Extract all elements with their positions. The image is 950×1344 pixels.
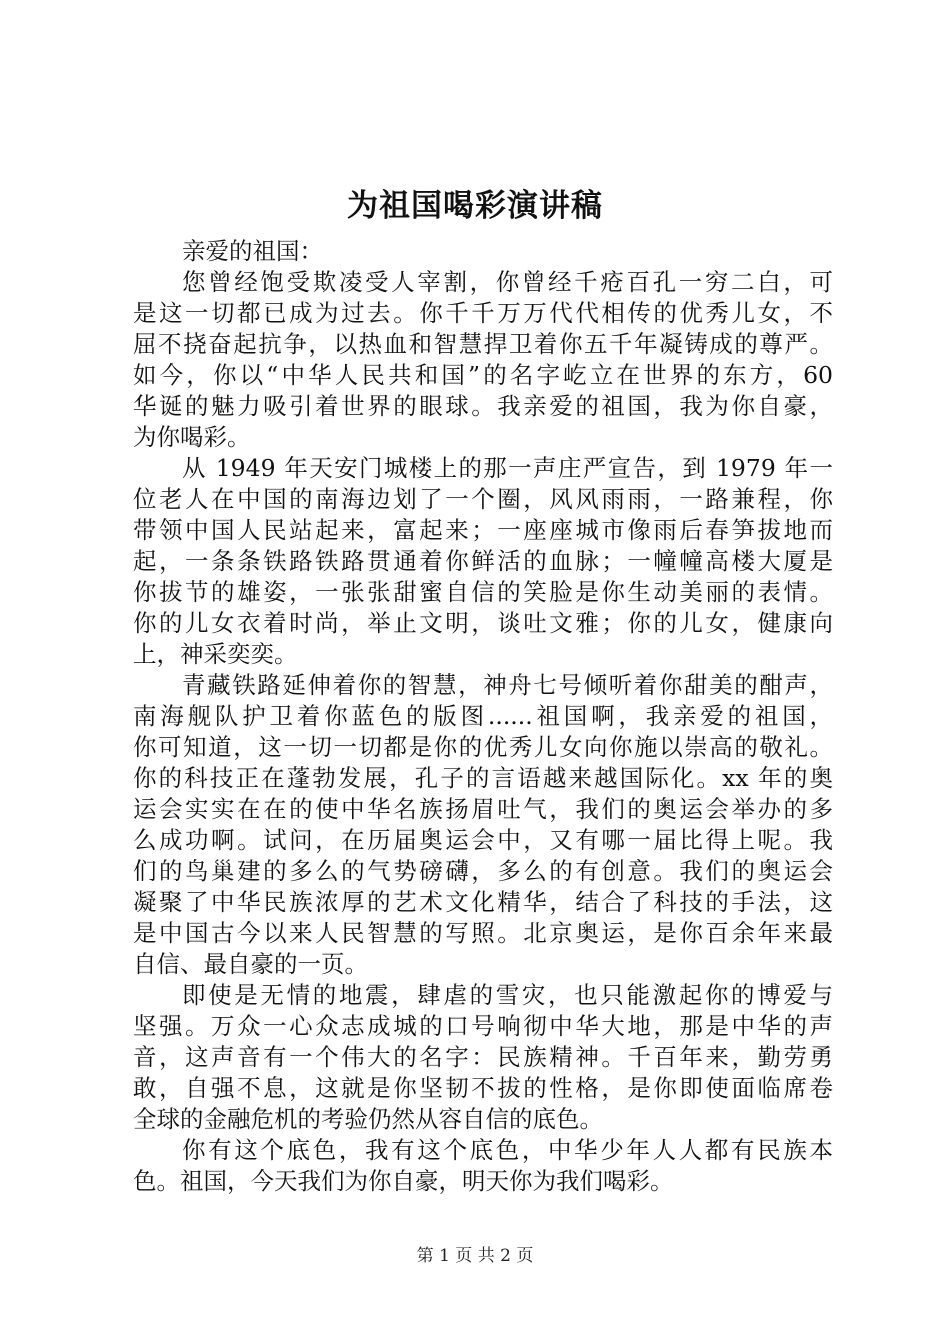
text-line: 青藏铁路延伸着你的智慧，神舟七号倾听着你甜美的酣声， [182,671,833,699]
text-line: 你可知道，这一切一切都是你的优秀儿女向你施以崇高的敬礼。 [133,733,833,761]
text-line: 您曾经饱受欺凌受人宰割，你曾经千疮百孔一穷二白，可 [182,268,833,296]
text-line: 坚强。万众一心众志成城的口号响彻中华大地，那是中华的声 [133,1012,833,1040]
document-body [133,236,833,1197]
text-line: 华诞的魅力吸引着世界的眼球。我亲爱的祖国，我为你自豪， [133,392,833,420]
text-line: 从 1949 年天安门城楼上的那一声庄严宣告，到 1979 年一 [182,454,833,482]
text-line: 凝聚了中华民族浓厚的艺术文化精华，结合了科技的手法，这 [133,888,833,916]
text-line: 色。祖国，今天我们为你自豪，明天你为我们喝彩。 [133,1167,674,1195]
text-line: 如今，你以“中华人民共和国”的名字屹立在世界的东方，60 [133,361,833,389]
text-line: 是中国古今以来人民智慧的写照。北京奥运，是你百余年来最 [133,919,833,947]
text-line: 上，神采奕奕。 [133,640,298,668]
text-line: 运会实实在在的使中华名族扬眉吐气，我们的奥运会举办的多 [133,795,833,823]
text-line: 你的科技正在蓬勃发展，孔子的言语越来越国际化。xx 年的奥 [133,764,833,792]
text-line: 亲爱的祖国： [182,237,323,265]
text-line: 位老人在中国的南海边划了一个圈，风风雨雨，一路兼程，你 [133,485,833,513]
text-line: 自信、最自豪的一页。 [133,950,368,978]
text-line: 敢，自强不息，这就是你坚韧不拔的性格，是你即使面临席卷 [133,1074,833,1102]
text-line: 带领中国人民站起来，富起来；一座座城市像雨后春笋拔地而 [133,516,833,544]
page-footer: 第 1 页 共 2 页 [416,1246,534,1266]
document-title: 为祖国喝彩演讲稿 [347,188,603,224]
text-line: 音，这声音有一个伟大的名字：民族精神。千百年来，勤劳勇 [133,1043,833,1071]
text-line: 你有这个底色，我有这个底色，中华少年人人都有民族本 [182,1136,833,1164]
text-line: 为你喝彩。 [133,423,251,451]
text-line: 你的儿女衣着时尚，举止文明，谈吐文雅；你的儿女，健康向 [133,609,833,637]
text-line: 南海舰队护卫着你蓝色的版图......祖国啊，我亲爱的祖国， [133,702,833,730]
text-line: 么成功啊。试问，在历届奥运会中，又有哪一届比得上呢。我 [133,826,833,854]
text-line: 是这一切都已成为过去。你千千万万代代相传的优秀儿女，不 [133,299,833,327]
text-line: 起，一条条铁路铁路贯通着你鲜活的血脉；一幢幢高楼大厦是 [133,547,833,575]
text-line: 全球的金融危机的考验仍然从容自信的底色。 [133,1105,603,1133]
text-line: 即使是无情的地震，肆虐的雪灾，也只能激起你的博爱与 [182,981,833,1009]
text-line: 你拔节的雄姿，一张张甜蜜自信的笑脸是你生动美丽的表情。 [133,578,833,606]
text-line: 们的鸟巢建的多么的气势磅礴，多么的有创意。我们的奥运会 [133,857,833,885]
text-line: 屈不挠奋起抗争，以热血和智慧捍卫着你五千年凝铸成的尊严。 [133,330,833,358]
